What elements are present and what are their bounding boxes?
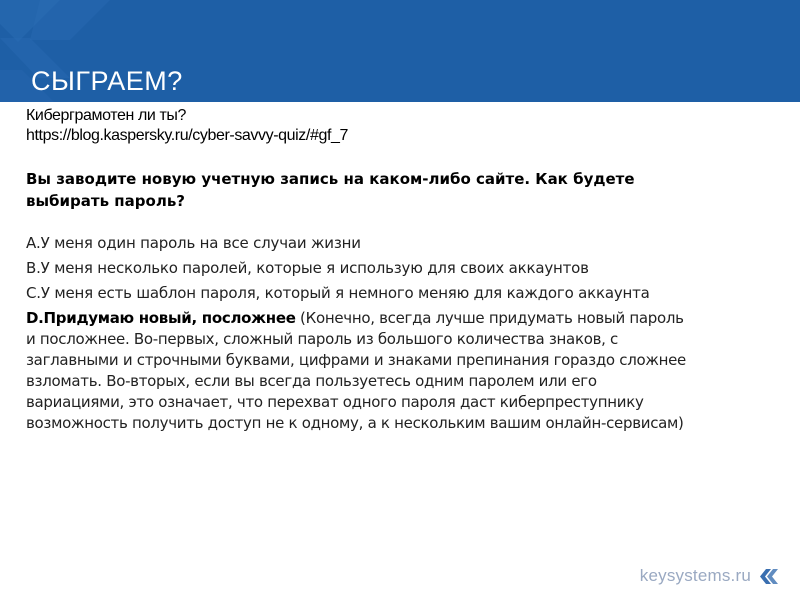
option-b: В.У меня несколько паролей, которые я использую для своих аккаунтов xyxy=(26,259,589,277)
brand-text: keysystems.ru xyxy=(639,566,751,585)
quiz-link[interactable]: https://blog.kaspersky.ru/cyber-savvy-quiz/#gf_7 xyxy=(26,127,348,144)
option-a: А.У меня один пароль на все случаи жизни xyxy=(26,234,361,252)
correct-answer-explanation: (Конечно, всегда лучше придумать новый пароль и посложнее. Во-первых, сложный пароль из большого количества знаков, с заглавными и строчными буквами, цифрами и знаками препинания гораздо сложнее взломать. Во-вторых, если вы всегда пользуетесь одним паролем или его вариациями, это означает, что перехват одного пароля даст киберпреступнику возможность получить доступ не к одному, а к нескольким вашим онлайн-сервисам) xyxy=(26,309,686,432)
answer-options xyxy=(26,233,686,434)
quiz-name: Киберграмотен ли ты? xyxy=(26,107,186,124)
option-d-correct-answer xyxy=(26,308,686,434)
slide-content xyxy=(26,106,686,438)
quiz-question: Вы заводите новую учетную запись на каком-либо сайте. Как будете выбирать пароль? xyxy=(26,170,635,210)
slide-title: СЫГРАЕМ? xyxy=(31,66,183,96)
option-c: С.У меня есть шаблон пароля, который я немного меняю для каждого аккаунта xyxy=(26,284,650,302)
header-band xyxy=(0,0,800,102)
keysystems-logo-icon xyxy=(760,569,778,584)
correct-answer-label: D.Придумаю новый, посложнее xyxy=(26,309,296,327)
